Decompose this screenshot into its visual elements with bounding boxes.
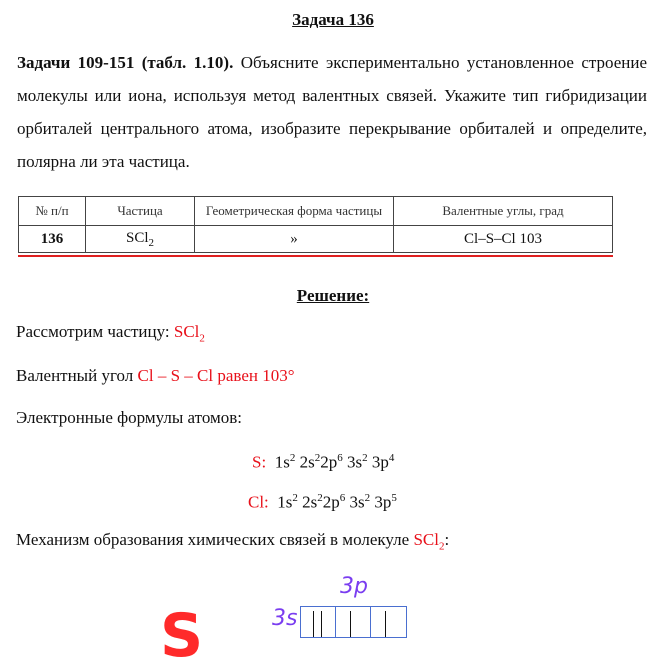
orbital-boxes	[300, 606, 407, 638]
particle-line: Рассмотрим частицу: SCl$_2$	[16, 322, 205, 345]
orbital-box	[301, 607, 336, 637]
task-reference: Задачи 109-151 (табл. 1.10).	[17, 53, 234, 72]
cell-num: 136	[19, 226, 86, 253]
header-shape: Геометрическая форма частицы	[195, 197, 394, 226]
bond-mechanism-line: Механизм образования химических связей в молекуле SCl$_2$:	[16, 530, 450, 553]
orbital-box	[371, 607, 405, 637]
red-underline	[18, 255, 613, 257]
cell-angles: Cl–S–Cl 103	[394, 226, 613, 253]
label-3p: 3p	[340, 574, 368, 599]
sulfur-formula: S: $1s^2$ $2s^22p^6$ $3s^2$ $3p^4$	[252, 452, 395, 472]
cell-particle: SCl$_2$	[86, 226, 195, 253]
header-angles: Валентные углы, град	[394, 197, 613, 226]
header-particle: Частица	[86, 197, 195, 226]
task-text: Объясните экспериментально установленное строение молекулы или иона, используя метод валентных связей. Укажите тип гибридизации орбиталей центрального атома, изобразите перекрывание орбиталей и определите, полярна ли эта частица.	[17, 53, 648, 171]
down-arrow-icon	[321, 611, 322, 637]
cell-shape: »	[195, 226, 394, 253]
orbital-box	[336, 607, 371, 637]
up-arrow-icon	[313, 611, 314, 637]
data-table	[18, 196, 613, 253]
table-header-row	[19, 197, 613, 226]
solution-heading: Решение:	[296, 286, 370, 305]
sulfur-symbol: S	[160, 601, 204, 671]
chlorine-formula: Cl: $1s^2$ $2s^22p^6$ $3s^2$ $3p^5$	[248, 492, 397, 512]
page-title: Задача 136	[292, 10, 374, 29]
task-statement	[17, 46, 647, 178]
angle-line: Валентный угол Cl – S – Cl равен 103°	[16, 366, 295, 385]
up-arrow-icon	[385, 611, 386, 637]
label-3s: 3s	[272, 606, 298, 631]
electron-formulas-heading: Электронные формулы атомов:	[16, 408, 243, 427]
up-arrow-icon	[350, 611, 351, 637]
table-row	[19, 226, 613, 253]
header-num: № п/п	[19, 197, 86, 226]
